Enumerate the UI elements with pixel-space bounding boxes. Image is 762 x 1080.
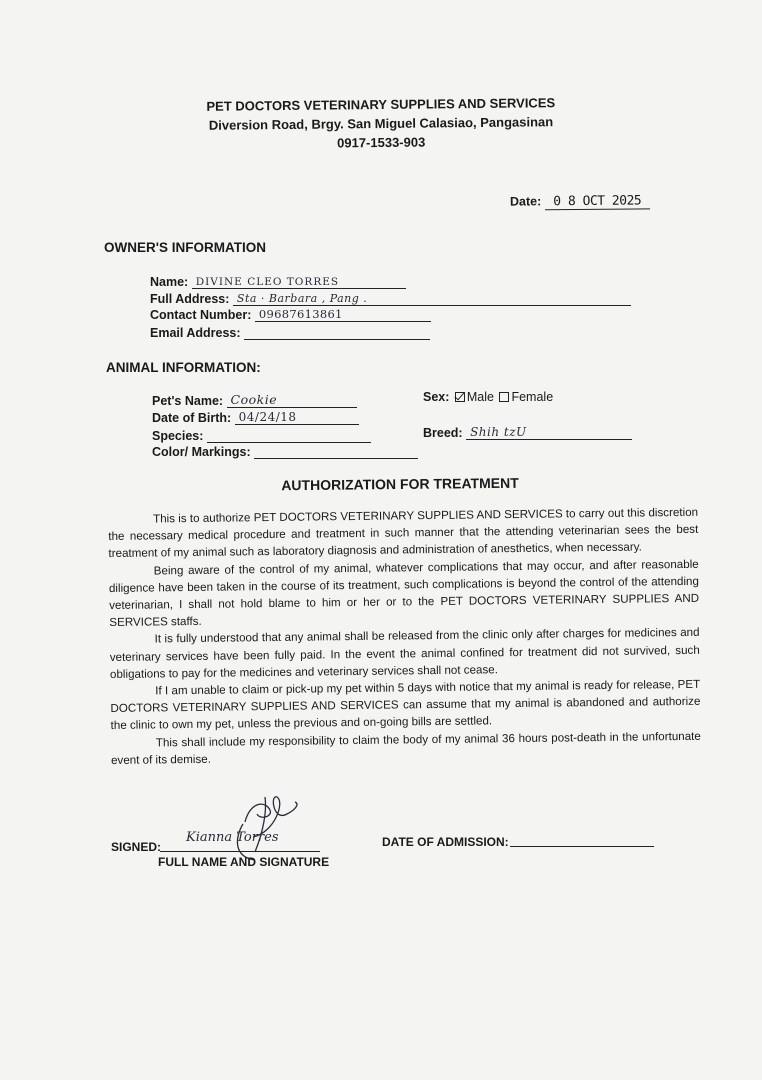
signature-caption: FULL NAME AND SIGNATURE	[158, 855, 330, 869]
animal-section-title: ANIMAL INFORMATION:	[106, 360, 261, 375]
date-label: Date:	[509, 194, 542, 209]
admission-line	[510, 846, 654, 847]
clinic-header	[0, 91, 762, 156]
owner-email-line	[244, 325, 430, 340]
sex-male-checkbox[interactable]	[455, 392, 465, 402]
owner-name-value: DIVINE CLEO TORRES	[195, 276, 340, 288]
date-value: 0 8 OCT 2025	[545, 193, 650, 210]
pet-name-line	[227, 393, 357, 408]
clinic-name: PET DOCTORS VETERINARY SUPPLIES AND SERVICES	[206, 95, 556, 114]
sex-female-label: Female	[511, 390, 554, 404]
color-label: Color/ Markings:	[152, 445, 251, 459]
breed-line	[466, 425, 632, 440]
owner-name-line	[192, 274, 406, 289]
clinic-address: Diversion Road, Brgy. San Miguel Calasiao, Pangasinan	[208, 114, 554, 133]
owner-contact-line	[255, 307, 431, 322]
clinic-phone: 0917-1533-903	[337, 134, 426, 151]
owner-contact-value: 09687613861	[258, 307, 343, 321]
species-label: Species:	[152, 429, 204, 443]
breed-value: Shih tzU	[470, 425, 527, 439]
dob-field	[152, 410, 359, 425]
authorization-paragraph: Being aware of the control of my animal, whatever complications that may occur, and after reasonable diligence have been taken in the course of its treatment, such complications is beyond the control of the attending veterinarian, I shall not hold blame to him or her or to the PET DOCTORS VETERINARY SUPPLIES AND SERVICES staffs.	[108, 557, 700, 630]
signed-label: SIGNED:	[111, 840, 162, 854]
breed-field	[423, 425, 632, 440]
species-field	[152, 428, 371, 443]
pet-name-label: Pet's Name:	[152, 394, 224, 408]
sex-field	[423, 390, 553, 404]
authorization-paragraph: This is to authorize PET DOCTORS VETERINARY SUPPLIES AND SERVICES to carry out this discretion the necessary medical procedure and treatment in such manner that the attending veterinarian sees the best treatment of my animal such as laboratory diagnosis and administration of anesthetics, when necessary.	[108, 505, 699, 561]
owner-section-title: OWNER'S INFORMATION	[104, 240, 266, 255]
owner-address-label: Full Address:	[150, 292, 230, 306]
owner-address-line	[233, 291, 631, 306]
owner-contact-label: Contact Number:	[150, 308, 252, 322]
authorization-body	[108, 504, 701, 769]
owner-address-value: Sta · Barbara , Pang .	[236, 292, 368, 305]
sex-male-label: Male	[466, 390, 494, 404]
owner-name-label: Name:	[150, 275, 189, 289]
dob-line	[235, 410, 359, 425]
pet-name-field	[152, 393, 357, 408]
color-field	[152, 444, 418, 459]
date-field	[510, 193, 650, 210]
authorization-paragraph: This shall include my responsibility to claim the body of my animal 36 hours post-death in the unfortunate event of its demise.	[110, 729, 701, 767]
sex-label: Sex:	[423, 390, 450, 404]
authorization-title: AUTHORIZATION FOR TREATMENT	[281, 474, 519, 494]
owner-contact-field	[150, 307, 431, 322]
owner-address-field	[150, 291, 631, 306]
admission-label: DATE OF ADMISSION:	[382, 835, 509, 849]
species-line	[207, 428, 371, 443]
pet-name-value: Cookie	[230, 392, 278, 407]
sex-female-checkbox[interactable]	[499, 392, 509, 402]
signer-name-written: Kianna Torres	[186, 830, 279, 845]
authorization-paragraph: If I am unable to claim or pick-up my pet within 5 days with notice that my animal is ready for release, PET DOCTORS VETERINARY SUPPLIES AND SERVICES can assume that my animal is abandoned and authorize the clinic to own my pet, unless the previous and on-going bills are settled.	[110, 677, 701, 733]
owner-name-field	[150, 274, 406, 289]
owner-email-label: Email Address:	[150, 326, 241, 340]
dob-label: Date of Birth:	[152, 411, 232, 425]
breed-label: Breed:	[423, 426, 463, 440]
color-line	[254, 444, 418, 459]
dob-value: 04/24/18	[238, 410, 297, 424]
authorization-paragraph: It is fully understood that any animal shall be released from the clinic only after charges for medicines and veterinary services have been fully paid. In the event the animal confined for treatment did not survived, such obligations to pay for the medicines and veterinary services shall not cease.	[109, 626, 700, 681]
owner-email-field	[150, 325, 430, 340]
